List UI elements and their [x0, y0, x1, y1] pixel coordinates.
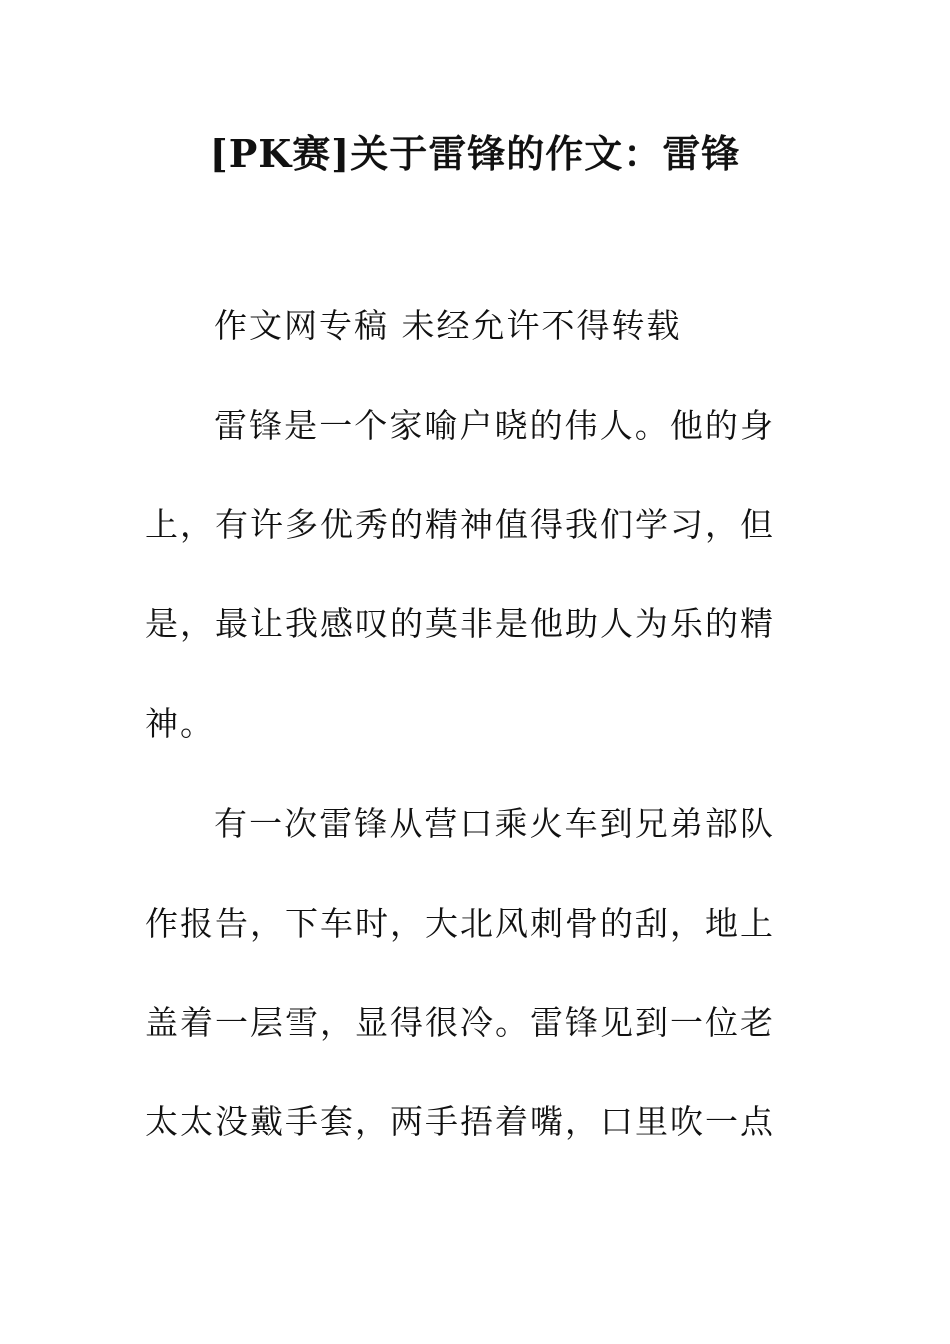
- notice-line: 作文网专稿 未经允许不得转载: [214, 306, 682, 345]
- body-line: 有一次雷锋从营口乘火车到兄弟部队: [214, 804, 775, 843]
- body-line: 是，最让我感叹的莫非是他助人为乐的精: [145, 604, 775, 643]
- body-line: 上，有许多优秀的精神值得我们学习，但: [145, 505, 775, 544]
- document-title: [PK赛]关于雷锋的作文：雷锋: [209, 131, 741, 176]
- body-line: 作报告，下车时，大北风刺骨的刮，地上: [145, 904, 775, 943]
- body-line: 盖着一层雪，显得很冷。雷锋见到一位老: [145, 1003, 775, 1042]
- body-line: 雷锋是一个家喻户晓的伟人。他的身: [214, 406, 775, 445]
- body-line: 神。: [145, 704, 215, 743]
- body-line: 太太没戴手套，两手捂着嘴，口里吹一点: [145, 1102, 775, 1141]
